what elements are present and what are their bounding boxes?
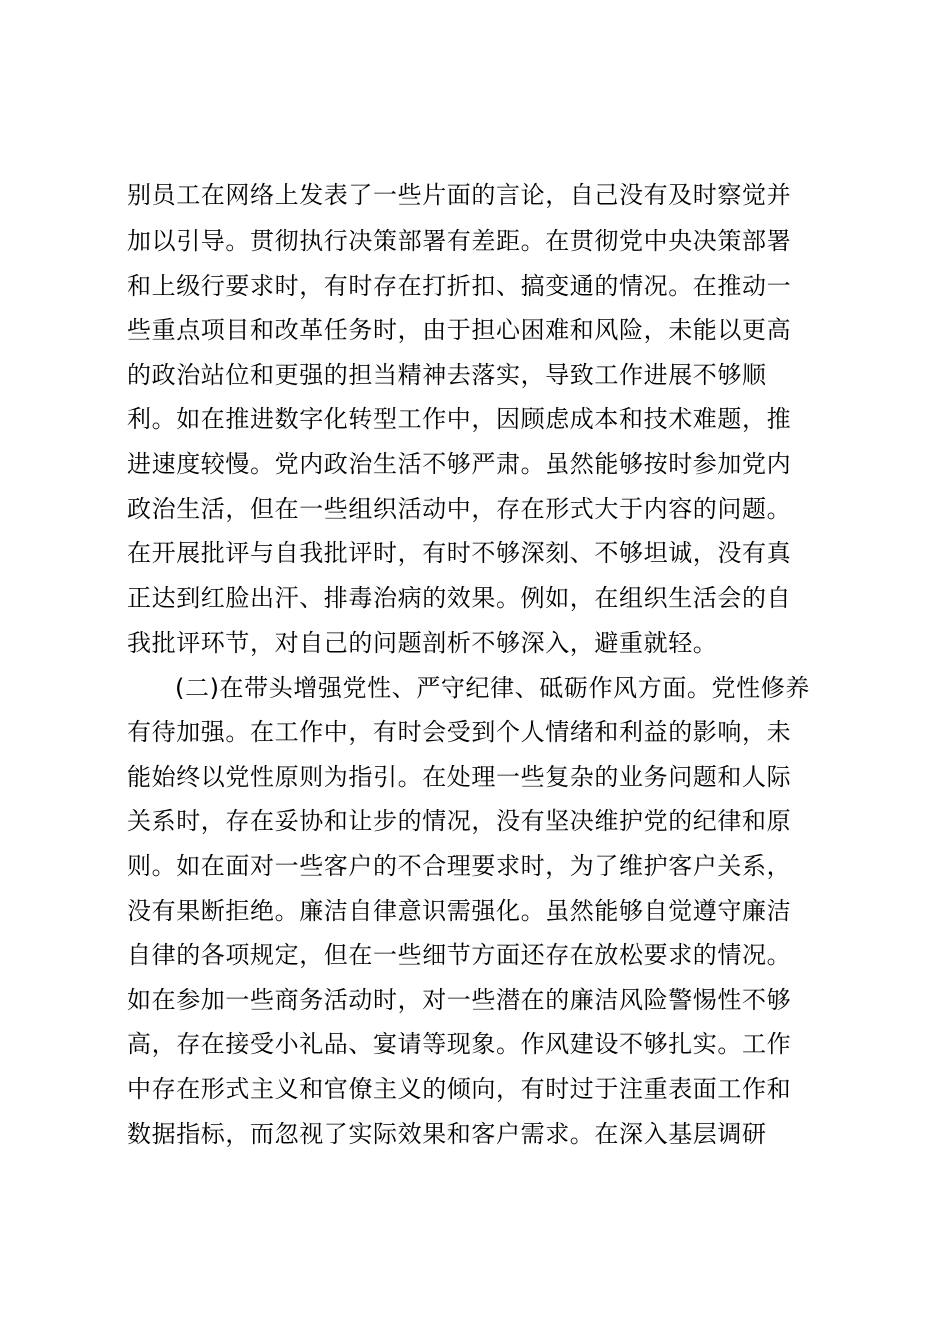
text-line: 高，存在接受小礼品、宴请等现象。作风建设不够扎实。工作 — [127, 1030, 792, 1058]
text-line: 没有果断拒绝。廉洁自律意识需强化。虽然能够自觉遵守廉洁 — [127, 897, 792, 925]
text-line: 能始终以党性原则为指引。在处理一些复杂的业务问题和人际 — [127, 763, 792, 791]
text-line: 数据指标，而忽视了实际效果和客户需求。在深入基层调研 — [127, 1120, 767, 1148]
text-line: 的政治站位和更强的担当精神去落实，导致工作进展不够顺 — [127, 361, 767, 389]
text-line: 政治生活，但在一些组织活动中，存在形式大于内容的问题。 — [127, 495, 792, 523]
text-line: 些重点项目和改革任务时，由于担心困难和风险，未能以更高 — [127, 316, 792, 344]
text-line: 加以引导。贯彻执行决策部署有差距。在贯彻党中央决策部署 — [127, 227, 792, 255]
text-line: 别员工在网络上发表了一些片面的言论，自己没有及时察觉并 — [127, 181, 792, 209]
text-line: 利。如在推进数字化转型工作中，因顾虑成本和技术难题，推 — [127, 405, 792, 433]
text-line: 正达到红脸出汗、排毒治病的效果。例如，在组织生活会的自 — [127, 584, 792, 612]
text-line: 我批评环节，对自己的问题剖析不够深入，避重就轻。 — [127, 629, 718, 657]
text-line: 如在参加一些商务活动时，对一些潜在的廉洁风险警惕性不够 — [127, 986, 792, 1014]
text-line: 则。如在面对一些客户的不合理要求时，为了维护客户关系， — [127, 852, 792, 880]
text-line: 中存在形式主义和官僚主义的倾向，有时过于注重表面工作和 — [127, 1075, 792, 1103]
text-line: 关系时，存在妥协和让步的情况，没有坚决维护党的纪律和原 — [127, 807, 792, 835]
text-line: 进速度较慢。党内政治生活不够严肃。虽然能够按时参加党内 — [127, 450, 792, 478]
text-line: 和上级行要求时，有时存在打折扣、搞变通的情况。在推动一 — [127, 272, 792, 300]
section-heading-line: (二)在带头增强党性、严守纪律、砥砺作风方面。党性修养 — [175, 674, 810, 702]
text-line: 有待加强。在工作中，有时会受到个人情绪和利益的影响，未 — [127, 718, 792, 746]
text-line: 自律的各项规定，但在一些细节方面还存在放松要求的情况。 — [127, 941, 792, 969]
text-line: 在开展批评与自我批评时，有时不够深刻、不够坦诚，没有真 — [127, 539, 792, 567]
